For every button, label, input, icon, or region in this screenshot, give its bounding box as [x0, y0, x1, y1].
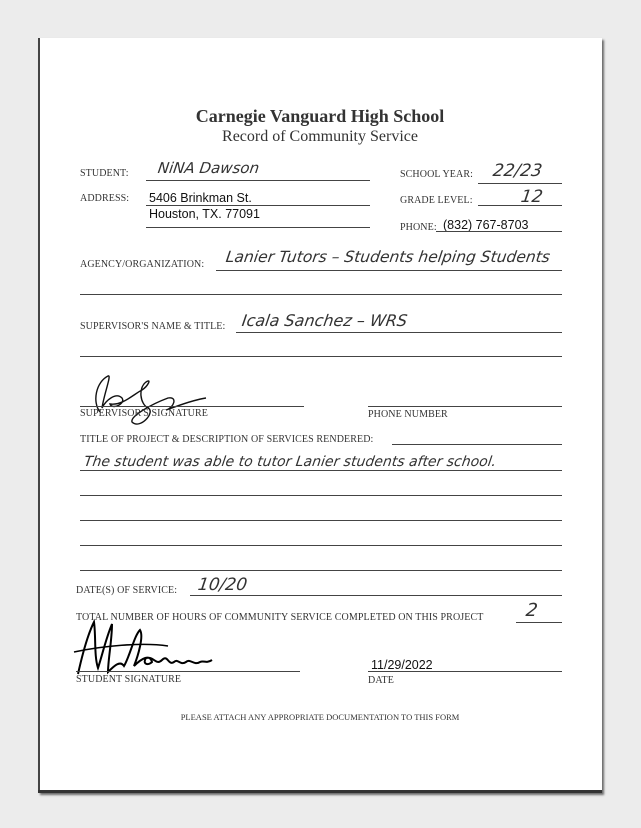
address-line2-rule [146, 227, 370, 228]
supervisor-name-value[interactable]: Icala Sanchez – WRS [240, 311, 409, 330]
address-label: ADDRESS: [80, 193, 130, 204]
school-year-label: SCHOOL YEAR: [400, 169, 473, 180]
grade-level-label: GRADE LEVEL: [400, 195, 473, 206]
address-line1-rule [146, 205, 370, 206]
school-title: Carnegie Vanguard High School [195, 106, 445, 126]
supervisor-signature-line [80, 406, 304, 407]
phone-line [436, 231, 562, 232]
student-label: STUDENT: [80, 168, 129, 179]
agency-value[interactable]: Lanier Tutors – Students helping Students [224, 248, 552, 266]
project-description-label: TITLE OF PROJECT & DESCRIPTION OF SERVICES RENDERED: [80, 434, 374, 445]
supervisor-signature-label: SUPERVISOR'S SIGNATURE [80, 408, 208, 419]
address-line1[interactable]: 5406 Brinkman St. [149, 191, 252, 205]
project-line-5 [80, 570, 562, 571]
phone-number-line [368, 406, 562, 407]
date-line [368, 671, 562, 672]
student-signature-line [76, 671, 300, 672]
supervisor-name-line [236, 332, 562, 333]
date-label: DATE [368, 675, 394, 686]
supervisor-signature[interactable] [82, 364, 222, 434]
project-line-3 [80, 520, 562, 521]
total-hours-value[interactable]: 2 [524, 600, 539, 621]
phone-label: PHONE: [400, 222, 437, 233]
project-line-1 [80, 470, 562, 471]
scan-bottom-edge [38, 790, 602, 793]
grade-level-line [478, 205, 562, 206]
project-description-value[interactable]: The student was able to tutor Lanier students after school. [82, 454, 498, 470]
project-line-2 [80, 495, 562, 496]
agency-line-2 [80, 294, 562, 295]
student-line [146, 180, 370, 181]
project-line-4 [80, 545, 562, 546]
supervisor-line-2 [80, 356, 562, 357]
school-year-value[interactable]: 22/23 [491, 161, 544, 181]
scan-left-edge [38, 38, 40, 793]
project-title-line [392, 444, 562, 445]
supervisor-name-label: SUPERVISOR'S NAME & TITLE: [80, 321, 226, 332]
dates-of-service-label: DATE(S) OF SERVICE: [76, 585, 178, 596]
date-value[interactable]: 11/29/2022 [371, 658, 433, 672]
total-hours-label: TOTAL NUMBER OF HOURS OF COMMUNITY SERVICE COMPLETED ON THIS PROJECT [76, 612, 484, 623]
agency-line [216, 270, 562, 271]
total-hours-line [516, 622, 562, 623]
dates-of-service-value[interactable]: 10/20 [196, 575, 249, 595]
student-name-value[interactable]: NiNA Dawson [156, 159, 261, 177]
agency-label: AGENCY/ORGANIZATION: [80, 259, 205, 270]
form-page [38, 38, 602, 793]
address-line2[interactable]: Houston, TX. 77091 [149, 207, 260, 221]
phone-value[interactable]: (832) 767-8703 [443, 218, 529, 232]
dates-of-service-line [190, 595, 562, 596]
grade-level-value[interactable]: 12 [519, 187, 545, 207]
phone-number-label: PHONE NUMBER [368, 409, 448, 420]
attach-documentation-note: PLEASE ATTACH ANY APPROPRIATE DOCUMENTATION TO THIS FORM [180, 712, 460, 722]
student-signature-label: STUDENT SIGNATURE [76, 674, 182, 685]
school-year-line [478, 183, 562, 184]
form-subtitle: Record of Community Service [222, 128, 418, 145]
